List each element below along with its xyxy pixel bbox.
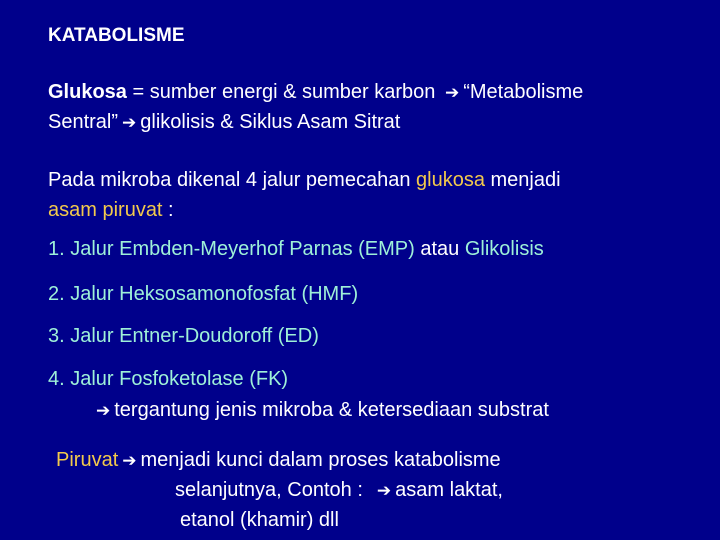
arrow-right-icon: ➔ [96, 401, 111, 420]
arrow-right-icon: ➔ [376, 481, 392, 500]
jalur-item-3: 3. Jalur Entner-Doudoroff (ED) [48, 325, 319, 347]
jalur-item-1-atau: atau [414, 238, 465, 260]
slide-title: KATABOLISME [48, 25, 185, 46]
intro-line-1 [48, 80, 583, 105]
mikroba-line-1 [48, 168, 561, 192]
jalur-item-4: 4. Jalur Fosfoketolase (FK) [48, 368, 289, 390]
jalur-item-1 [48, 237, 544, 261]
intro-line-2-text: glikolisis & Siklus Asam Sitrat [140, 111, 401, 133]
piruvat-line-2-end: asam laktat, [395, 479, 503, 501]
intro-line-2 [48, 110, 400, 135]
jalur-item-4-note [92, 398, 549, 423]
mikroba-text: Pada mikroba dikenal 4 jalur pemecahan [48, 169, 416, 191]
intro-line-1-text: = sumber energi & sumber karbon [126, 81, 441, 103]
glukosa-term: Glukosa [48, 81, 127, 103]
intro-line-2-start: Sentral” [48, 111, 119, 133]
jalur-item-1-text: 1. Jalur Embden-Meyerhof Parnas (EMP) [48, 238, 415, 260]
glikolisis-term: Glikolisis [464, 238, 544, 260]
piruvat-line-3: etanol (khamir) dll [180, 509, 339, 531]
piruvat-line-1 [56, 448, 501, 473]
intro-quote: “Metabolisme [463, 81, 584, 103]
jalur-item-2: 2. Jalur Heksosamonofosfat (HMF) [48, 283, 359, 305]
mikroba-text-end: menjadi [484, 169, 561, 191]
mikroba-line-2 [48, 198, 174, 222]
arrow-right-icon: ➔ [122, 451, 137, 470]
piruvat-line-2 [175, 478, 503, 503]
arrow-right-icon: ➔ [122, 113, 137, 132]
piruvat-line-1-text: menjadi kunci dalam proses katabolisme [140, 449, 501, 471]
piruvat-line-2-text: selanjutnya, Contoh : [175, 479, 363, 501]
jalur-note-text: tergantung jenis mikroba & ketersediaan substrat [114, 399, 549, 421]
asam-piruvat-highlight: asam piruvat [48, 199, 163, 221]
arrow-right-icon: ➔ [444, 83, 460, 102]
piruvat-term: Piruvat [56, 449, 119, 471]
glukosa-highlight: glukosa [416, 169, 485, 191]
mikroba-colon: : [162, 199, 174, 221]
